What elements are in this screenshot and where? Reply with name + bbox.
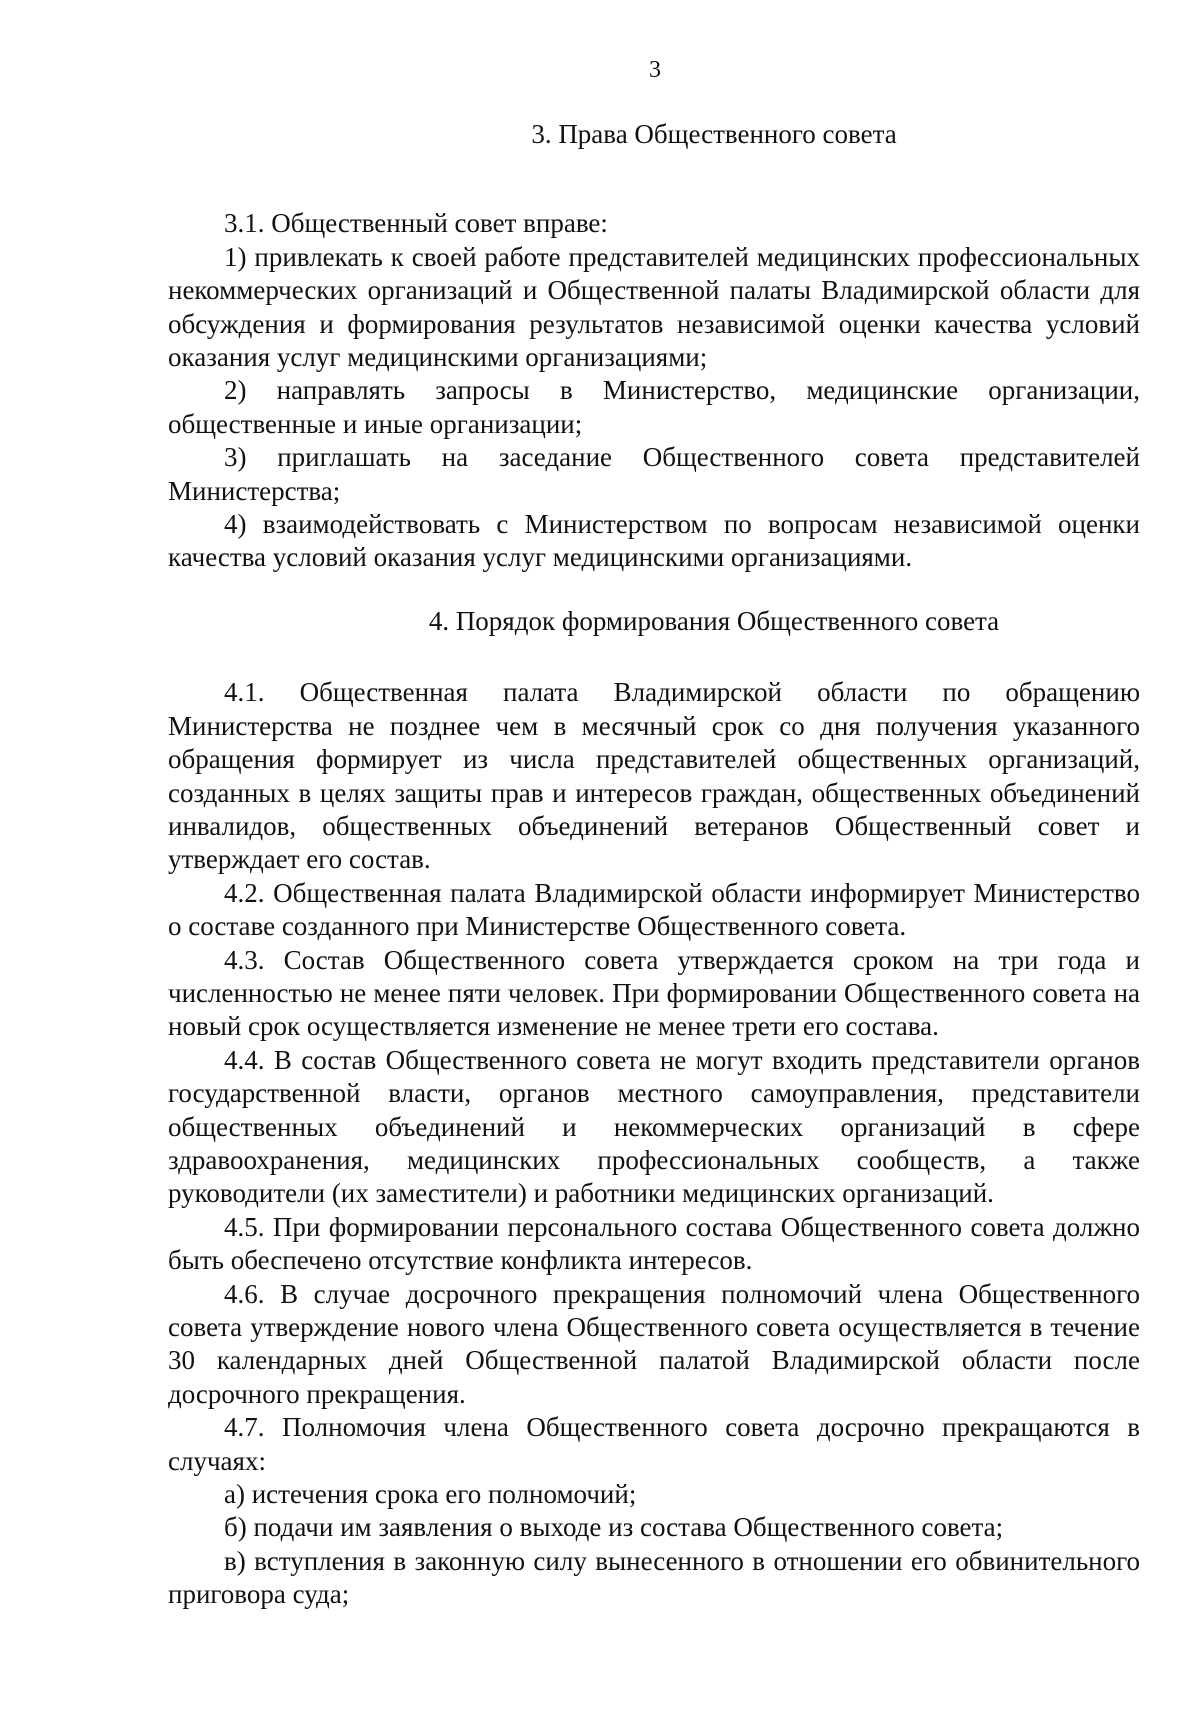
section-heading-rights: 3. Права Общественного совета [531, 119, 897, 149]
section-heading-formation: 4. Порядок формирования Общественного совета [428, 605, 1000, 636]
paragraph: 4.4. В состав Общественного совета не могут входить представители органов государственной власти, органов местного самоуправления, представители общественных объединений и некоммерческих организаций в сфере здравоохранения, медицинских профессиональных сообществ, а также руководители (их заместители) и работники медицинских организаций. [168, 1044, 1140, 1209]
paragraph: в) вступления в законную силу вынесенного в отношении его обвинительного приговора суда; [168, 1545, 1140, 1610]
paragraph: 1) привлекать к своей работе представителей медицинских профессиональных некоммерческих организаций и Общественной палаты Владимирской области для обсуждения и формирования результатов независимой оценки качества условий оказания услуг медицинскими организациями; [168, 241, 1140, 373]
paragraph: 3.1. Общественный совет вправе: [224, 208, 608, 239]
paragraph: 4.3. Состав Общественного совета утверждается сроком на три года и численностью не менее пяти человек. При формировании Общественного совета на новый срок осуществляется изменение не менее трети его состава. [168, 944, 1140, 1042]
paragraph: 4.5. При формировании персонального состава Общественного совета должно быть обеспечено отсутствие конфликта интересов. [168, 1211, 1140, 1276]
paragraph: б) подачи им заявления о выходе из состава Общественного совета; [224, 1512, 1004, 1543]
document-body [168, 118, 1140, 1612]
paragraph: 4.2. Общественная палата Владимирской области информирует Министерство о составе созданного при Министерстве Общественного совета. [168, 877, 1140, 942]
paragraph: а) истечения срока его полномочий; [224, 1479, 637, 1510]
paragraph: 3) приглашать на заседание Общественного совета представителей Министерства; [168, 442, 1140, 506]
paragraph: 4) взаимодействовать с Министерством по вопросам независимой оценки качества условий оказания услуг медицинскими организациями. [168, 509, 1140, 573]
page-number: 3 [649, 57, 661, 83]
paragraph: 4.1. Общественная палата Владимирской области по обращению Министерства не позднее чем в месячный срок со дня получения указанного обращения формирует из числа представителей общественных организаций, созданных в целях защиты прав и интересов граждан, общественных объединений инвалидов, общественных объединений ветеранов Общественный совет и утверждает его состав. [168, 677, 1140, 875]
paragraph: 4.6. В случае досрочного прекращения полномочий члена Общественного совета утверждение нового члена Общественного совета осуществляется в течение 30 календарных дней Общественной палатой Владимирской области после досрочного прекращения. [168, 1278, 1140, 1409]
paragraph: 2) направлять запросы в Министерство, медицинские организации, общественные и иные организации; [168, 375, 1140, 439]
paragraph: 4.7. Полномочия члена Общественного совета досрочно прекращаются в случаях: [168, 1412, 1140, 1476]
